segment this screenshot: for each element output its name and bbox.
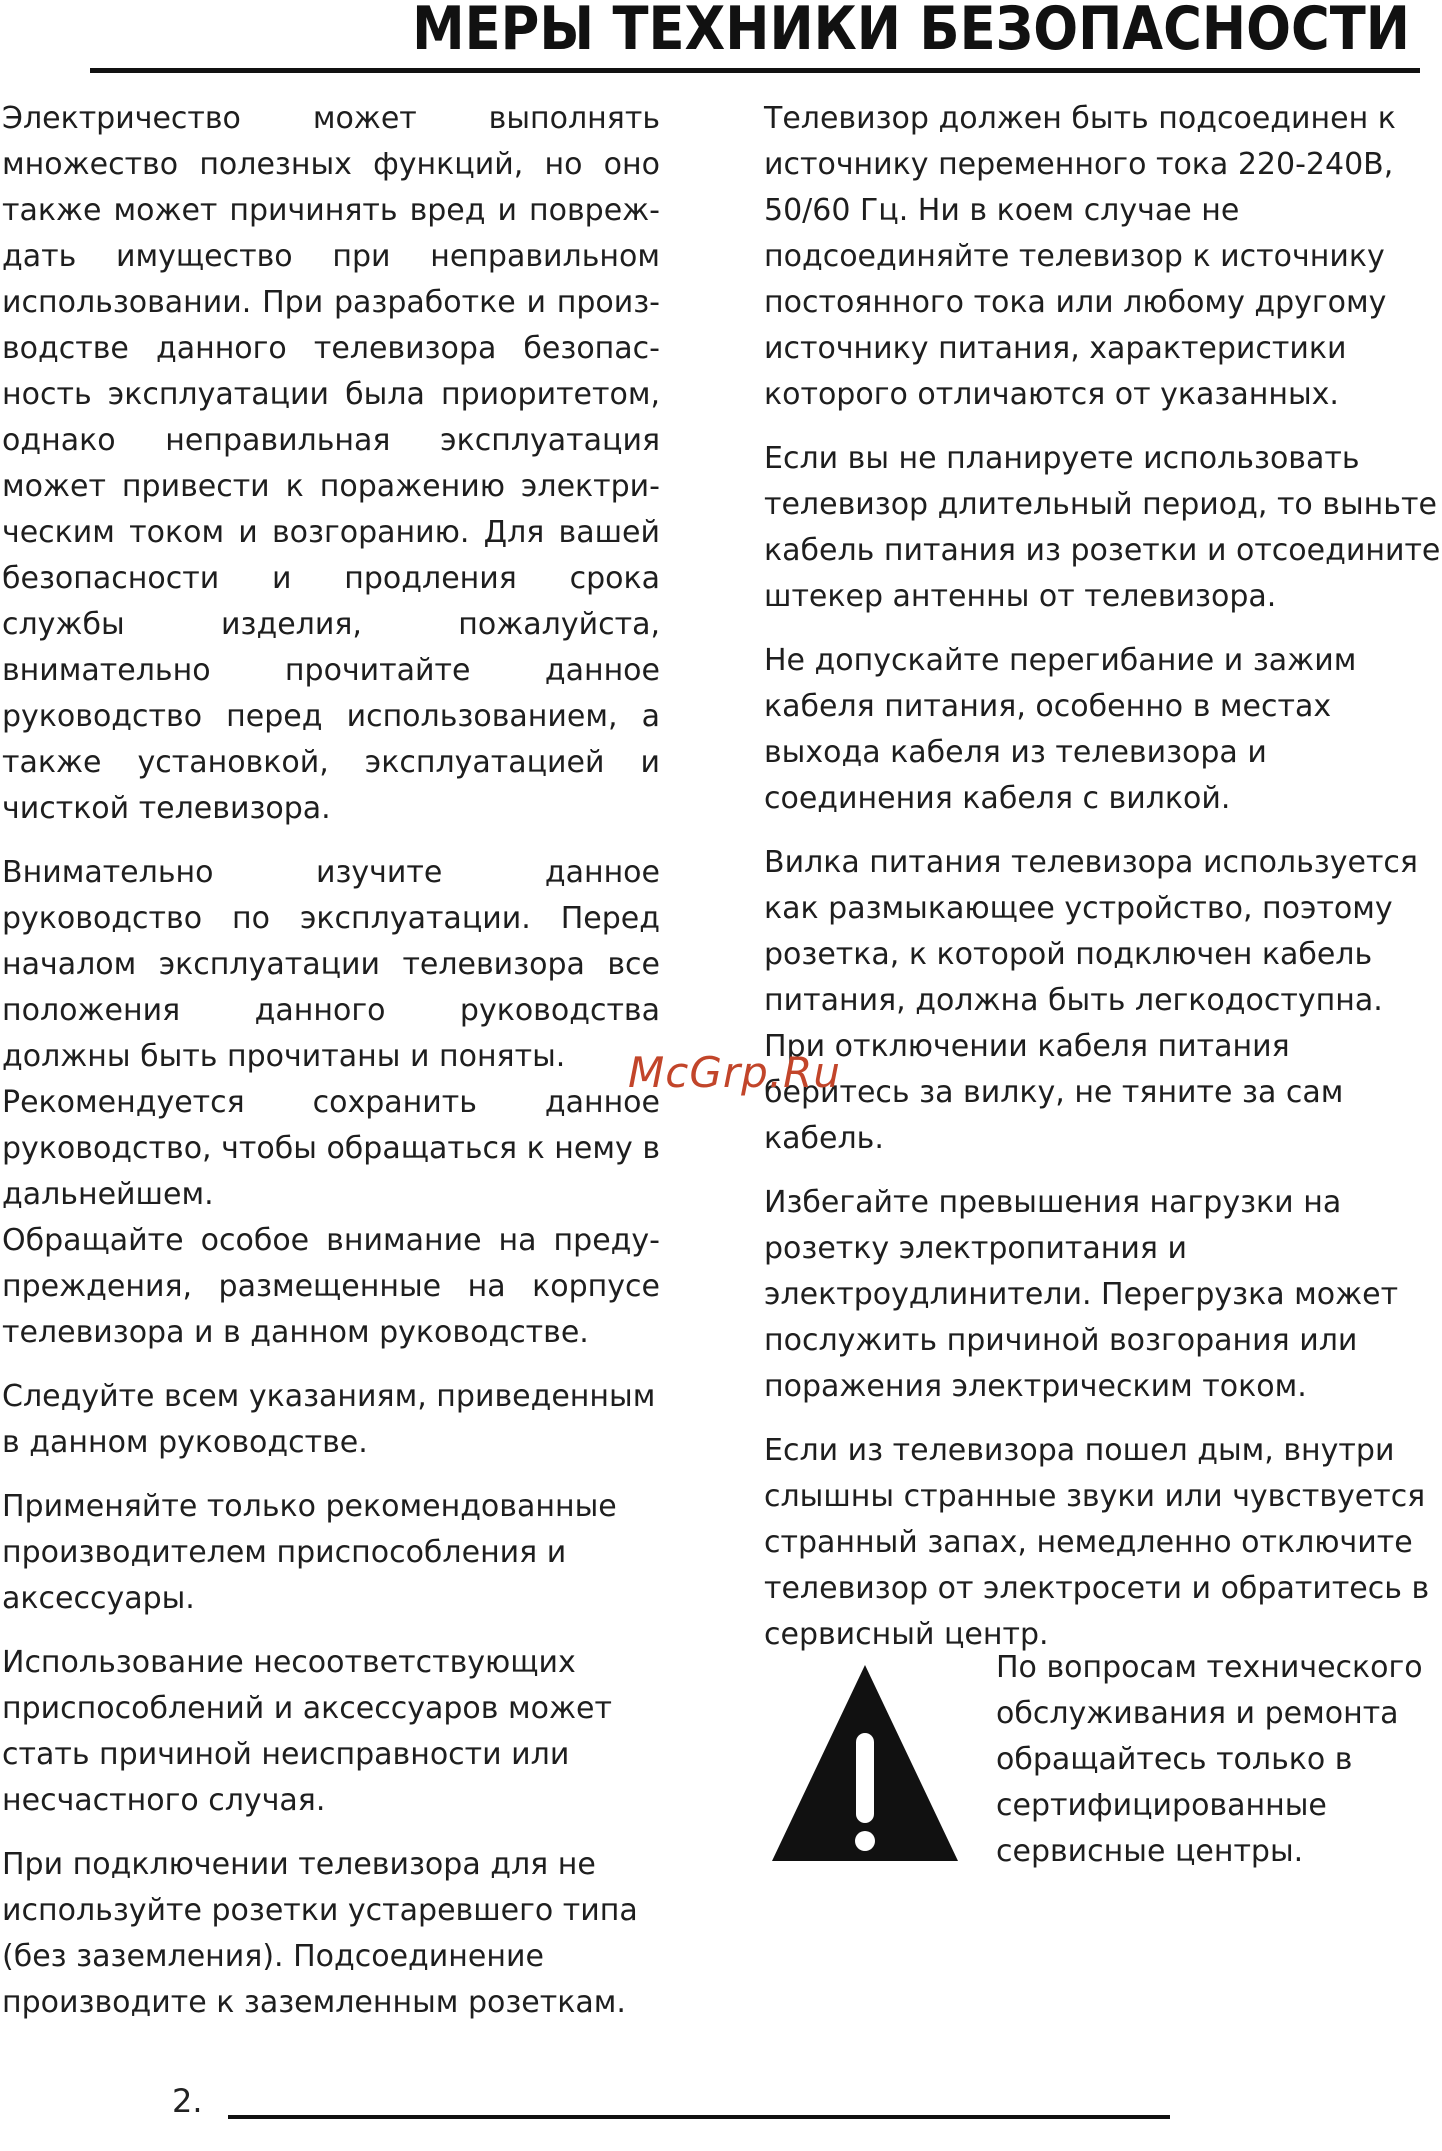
watermark: McGrp.Ru (628, 1048, 841, 1097)
paragraph-cable-bending: Не допускайте перегибание и зажим кабеля питания, особенно в местах выхода кабеля из телевизора и соединения кабеля с вилкой. (764, 643, 1357, 816)
warning-triangle-icon (770, 1663, 960, 1863)
paragraph-study-manual: Внимательно изучите данное руководство по эксплуатации. Перед началом эксплуатации телевизора все положения данного руководства должны быть прочитаны и поняты. (2, 855, 660, 1074)
footer-divider (228, 2115, 1170, 2119)
paragraph-intro: Электричество может выполнять множество полезных функций, но оно также может причинять вред и повреж-дать имущество при неправильном использовании. При разработке и произ-водстве данного телевизора безопас-ность эксплуатации была приоритетом, однако неправильная эксплуатация может привести к поражению электри-ческим током и возгоранию. Для вашей безопасности и продления срока службы изделия, пожалуйста, внимательно прочитайте данное руководство перед использованием, а также установкой, эксплуатацией и чисткой телевизора. (2, 101, 660, 826)
service-warning-text: По вопросам технического обслуживания и ремонта обращайтесь только в сертифицированные сервисные центры. (996, 1650, 1423, 1869)
paragraph-follow-instructions: Следуйте всем указаниям, приведенным в данном руководстве. (2, 1379, 656, 1460)
paragraph-improper-accessories: Использование несоответствующих приспособлений и аксессуаров может стать причиной неисправности или несчастного случая. (2, 1645, 612, 1818)
title-divider (90, 68, 1420, 73)
paragraph-recommended-accessories: Применяйте только рекомендованные производителем приспособления и аксессуары. (2, 1489, 617, 1616)
paragraph-plug-disconnect: Вилка питания телевизора используется как размыкающее устройство, поэтому розетка, к которой подключен кабель питания, должна быть легкодоступна. При отключении кабеля питания беритесь за вилку, не тяните за сам кабель. (764, 845, 1418, 1156)
paragraph-power-source: Телевизор должен быть подсоединен к источнику переменного тока 220-240В, 50/60 Гц. Ни в коем случае не подсоединяйте телевизор к источнику постоянного тока или любому другому источнику питания, характеристики которого отличаются от указанных. (764, 101, 1396, 412)
service-warning (770, 1645, 1430, 1885)
left-column (2, 96, 660, 2044)
paragraph-smoke: Если из телевизора пошел дым, внутри слышны странные звуки или чувствуется странный запах, немедленно отключите телевизор от электросети и обратитесь в сервисный центр. (764, 1433, 1430, 1652)
page-title: МЕРЫ ТЕХНИКИ БЕЗОПАСНОСТИ (412, 0, 1410, 64)
right-column (764, 96, 1442, 1676)
paragraph-grounded-outlets: При подключении телевизора для не используйте розетки устаревшего типа (без заземления). Подсоединение производите к заземленным розеткам. (2, 1847, 638, 2020)
paragraph-unplug-long-period: Если вы не планируете использовать телевизор длительный период, то выньте кабель питания из розетки и отсоедините штекер антенны от телевизора. (764, 441, 1441, 614)
paragraph-overload: Избегайте превышения нагрузки на розетку электропитания и электроудлинители. Перегрузка может послужить причиной возгорания или поражения электрическим током. (764, 1185, 1399, 1404)
paragraph-keep-manual: Рекомендуется сохранить данное руководство, чтобы обращаться к нему в дальнейшем. (2, 1085, 660, 1212)
page-number: 2. (172, 2082, 203, 2120)
paragraph-warnings-attention: Обращайте особое внимание на преду-преждения, размещенные на корпусе телевизора и в данном руководстве. (2, 1223, 660, 1350)
